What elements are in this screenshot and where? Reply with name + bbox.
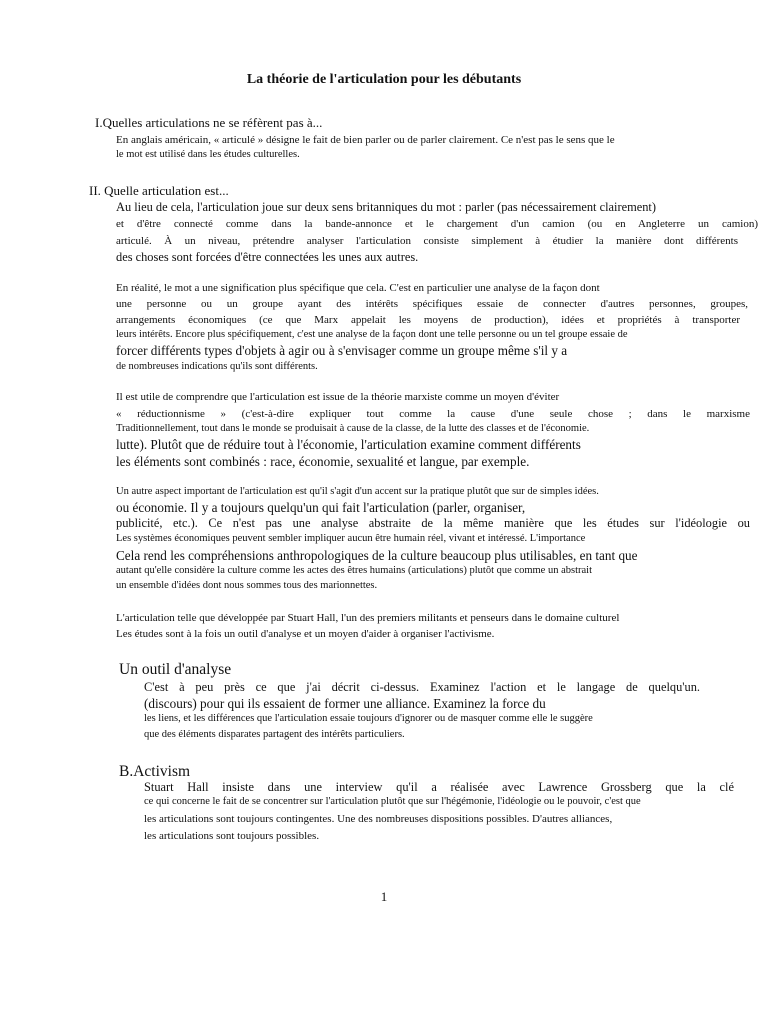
paragraph-line: les éléments sont combinés : race, économie, sexualité et langue, par exemple. (116, 454, 530, 469)
subsection-a-line: que des éléments disparates partagent des intérêts particuliers. (144, 729, 405, 740)
paragraph-line: une personne ou un groupe ayant des intérêts spécifiques essaie de connecter d'autres personnes, groupes, (116, 298, 748, 310)
paragraph-line: articulé. À un niveau, prétendre analyser l'articulation consiste simplement à étudier la manière dont différents (116, 235, 738, 247)
paragraph-line: L'articulation telle que développée par Stuart Hall, l'un des premiers militants et penseurs dans le domaine culturel (116, 612, 620, 624)
section-1-heading: I.Quelles articulations ne se réfèrent pas à... (95, 115, 323, 130)
paragraph-line: un ensemble d'idées dont nous sommes tous des marionnettes. (116, 580, 378, 591)
paragraph-line: Un autre aspect important de l'articulation est qu'il s'agit d'un accent sur la pratique plutôt que sur de simples idées. (116, 486, 599, 497)
subsection-b-line: Stuart Hall insiste dans une interview qu'il a réalisée avec Lawrence Grossberg que la clé (144, 780, 734, 794)
paragraph-line: et d'être connecté comme dans la bande-annonce et le chargement d'un camion (ou en Angleterre un camion) (116, 218, 758, 230)
paragraph-line: Il est utile de comprendre que l'articulation est issue de la théorie marxiste comme un moyen d'éviter (116, 391, 560, 403)
paragraph-line: En réalité, le mot a une signification plus spécifique que cela. C'est en particulier une analyse de la façon dont (116, 282, 600, 294)
subsection-a-line: les liens, et les différences que l'articulation essaie toujours d'ignorer ou de masquer comme elle le suggère (144, 713, 593, 724)
subsection-b-line: les articulations sont toujours possibles. (144, 830, 320, 842)
section-1-line: En anglais américain, « articulé » désigne le fait de bien parler ou de parler clairement. Ce n'est pas le sens que le (116, 134, 615, 146)
paragraph-line: Au lieu de cela, l'articulation joue sur deux sens britanniques du mot : parler (pas nécessairement clairement) (116, 200, 657, 214)
paragraph-line: Les systèmes économiques peuvent sembler impliquer aucun être humain réel, vivant et intéressé. L'importance (116, 533, 586, 544)
subsection-b-line: les articulations sont toujours contingentes. Une des nombreuses dispositions possibles. D'autres alliances, (144, 813, 613, 825)
section-2-heading: II. Quelle articulation est... (89, 183, 229, 198)
page-number: 1 (380, 889, 388, 904)
subsection-a-heading: Un outil d'analyse (119, 661, 232, 678)
paragraph-line: publicité, etc.). Ce n'est pas une analyse abstraite de la même manière que les études sur l'idéologie ou (116, 516, 750, 530)
paragraph-line: de nombreuses indications qu'ils sont différents. (116, 361, 318, 372)
section-1-line: le mot est utilisé dans les études culturelles. (116, 149, 300, 160)
subsection-a-line: (discours) pour qui ils essaient de former une alliance. Examinez la force du (144, 696, 546, 711)
paragraph-line: leurs intérêts. Encore plus spécifiquement, c'est une analyse de la façon dont une telle personne ou un tel groupe essaie de (116, 329, 628, 340)
subsection-b-line: ce qui concerne le fait de se concentrer sur l'articulation plutôt que sur l'hégémonie, l'idéologie ou le pouvoir, c'est que (144, 796, 641, 807)
paragraph-line: Cela rend les compréhensions anthropologiques de la culture beaucoup plus utilisables, en tant que (116, 548, 638, 563)
paragraph-line: « réductionnisme » (c'est-à-dire expliquer tout comme la cause d'une seule chose ; dans le marxisme (116, 408, 750, 420)
document-title: La théorie de l'articulation pour les débutants (246, 72, 522, 87)
paragraph-line: lutte). Plutôt que de réduire tout à l'économie, l'articulation examine comment différents (116, 437, 581, 452)
paragraph-line: ou économie. Il y a toujours quelqu'un qui fait l'articulation (parler, organiser, (116, 500, 526, 515)
paragraph-line: arrangements économiques (ce que Marx appelait les moyens de production), idées et propriétés à transporter (116, 314, 740, 326)
paragraph-line: autant qu'elle considère la culture comme les actes des êtres humains (articulations) plutôt que comme un abstrait (116, 565, 592, 576)
paragraph-line: Traditionnellement, tout dans le monde se produisait à cause de la classe, de la lutte des classes et de l'économie. (116, 423, 590, 434)
paragraph-line: forcer différents types d'objets à agir ou à s'envisager comme un groupe même s'il y a (116, 343, 568, 358)
subsection-b-heading: B.Activism (119, 763, 191, 780)
subsection-a-line: C'est à peu près ce que j'ai décrit ci-dessus. Examinez l'action et le langage de quelqu'un. (144, 680, 700, 694)
paragraph-line: Les études sont à la fois un outil d'analyse et un moyen d'aider à organiser l'activisme. (116, 628, 495, 640)
paragraph-line: des choses sont forcées d'être connectées les unes aux autres. (116, 250, 419, 264)
